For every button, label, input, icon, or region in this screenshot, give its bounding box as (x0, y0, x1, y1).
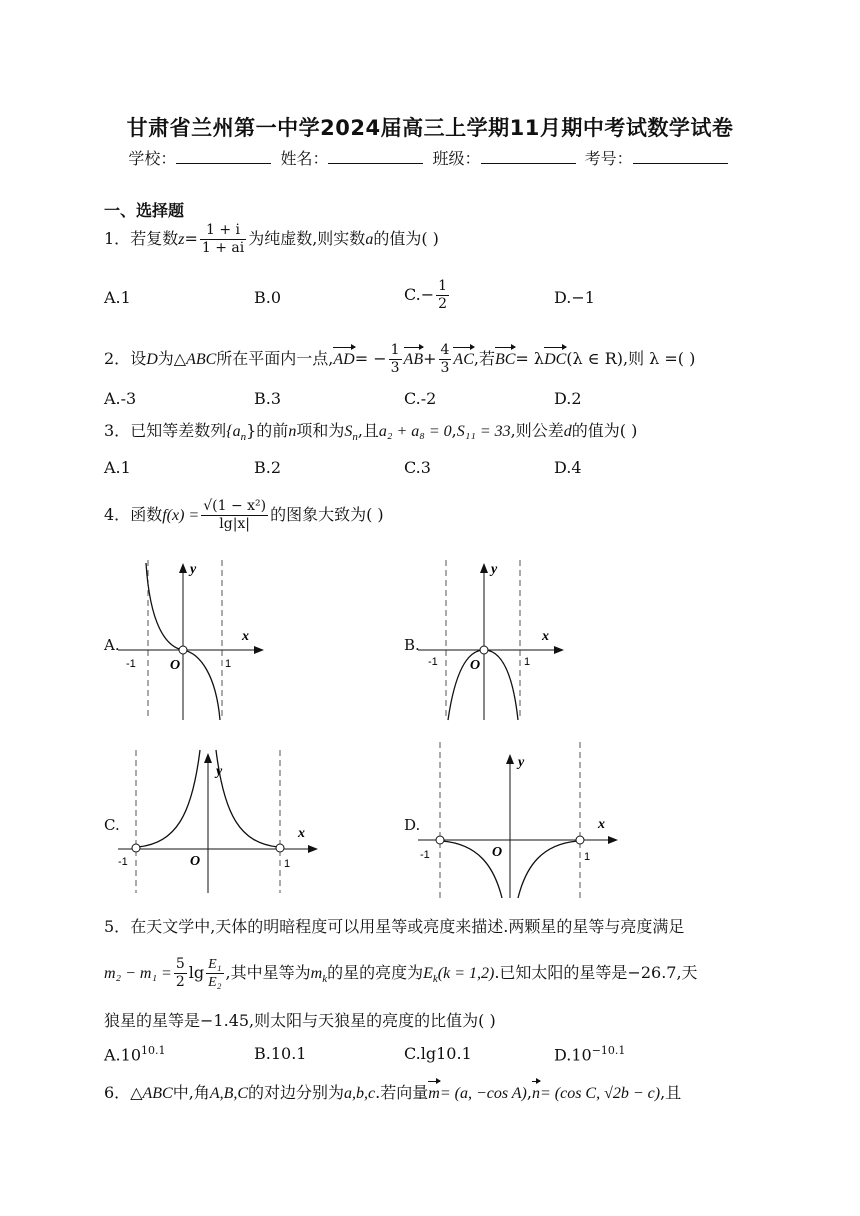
vector-dc: DC (544, 349, 566, 371)
student-info-row (0, 146, 860, 169)
q1-fraction: $\frac{1 + i}{1 + ai}$ (201, 222, 245, 256)
q4-graph-c[interactable] (118, 745, 328, 895)
class-blank[interactable] (481, 149, 576, 164)
vector-m: m (428, 1083, 440, 1105)
question-5-line-3: 狼星的星等是−1.45,则太阳与天狼星的亮度的比值为( ) (104, 1011, 496, 1030)
section-heading: 一、选择题 (104, 201, 185, 220)
svg-text:x: x (542, 629, 549, 644)
q2-option-a[interactable]: A.-3 (104, 389, 137, 408)
svg-text:1: 1 (225, 658, 232, 670)
q3-option-d[interactable]: D.4 (554, 458, 582, 477)
svg-text:O: O (170, 658, 181, 673)
q4-fraction: $\frac{\text{√(1 − x²)}}{\lg|x|}$ (203, 498, 267, 532)
q2-option-d[interactable]: D.2 (554, 389, 582, 408)
q3-option-b[interactable]: B.2 (254, 458, 282, 477)
q2-option-b[interactable]: B.3 (254, 389, 282, 408)
question-6: 6．△ABC中,角A,B,C的对边分别为a,b,c.若向量m= (a, −cos A),n= (cos C, √2b − c),且 (104, 1082, 681, 1105)
q1-option-b[interactable]: B.0 (254, 288, 282, 307)
vector-ac: AC (453, 349, 473, 371)
svg-text:-1: -1 (428, 656, 438, 668)
q5-option-c[interactable]: C.lg10.1 (404, 1044, 472, 1063)
exam-title: 甘肃省兰州第一中学2024届高三上学期11月期中考试数学试卷 (126, 116, 734, 140)
vector-bc: BC (495, 349, 515, 371)
q5-option-b[interactable]: B.10.1 (254, 1044, 307, 1063)
q3-option-a[interactable]: A.1 (104, 458, 131, 477)
svg-text:-1: -1 (126, 658, 136, 670)
svg-text:1: 1 (284, 858, 291, 870)
vector-ab: AB (404, 349, 424, 371)
exam-no-label: 考号： (584, 149, 633, 168)
q1-option-d[interactable]: D.−1 (554, 288, 595, 307)
school-blank[interactable] (176, 149, 271, 164)
vector-ad: AD (333, 349, 354, 371)
svg-text:-1: -1 (118, 856, 128, 868)
q1-option-c[interactable]: C.− $\frac{1}{2}$ (404, 278, 448, 312)
q4-option-d-label[interactable]: D. (404, 816, 421, 834)
svg-text:x: x (298, 826, 305, 841)
question-5-line-1: 5．在天文学中,天体的明暗程度可以用星等或亮度来描述.两颗星的星等与亮度满足 (104, 917, 685, 936)
vector-n: n (532, 1083, 540, 1105)
q4-option-c-label[interactable]: C. (104, 816, 120, 834)
question-1: 1．若复数z= $\frac{1 + i}{1 + ai}$ 为纯虚数,则实数a的值为( ) (104, 222, 439, 256)
svg-text:-1: -1 (420, 849, 430, 861)
class-label: 班级： (432, 149, 481, 168)
svg-text:y: y (216, 764, 223, 779)
q3-option-c[interactable]: C.3 (404, 458, 431, 477)
svg-text:O: O (470, 658, 481, 673)
svg-text:x: x (242, 629, 249, 644)
question-4: 4．函数f(x) = $\frac{\text{√(1 − x²)}}{\lg|x|}$ 的图象大致为( ) (104, 498, 384, 532)
question-5-line-2: m₂ − m₁ = $\frac{5}{2}$ lg $\frac{\text{E₁}}{\text{E₂}}$ ,其中星等为$m_k$的星的亮度为$E_k(k = 1,2)$.已知太阳的星等是−26.7,天 (104, 956, 698, 990)
q4-graph-a[interactable] (118, 555, 268, 725)
school-label: 学校： (128, 149, 177, 168)
svg-text:O: O (492, 845, 503, 860)
q4-option-a-label[interactable]: A. (104, 636, 120, 654)
name-blank[interactable] (328, 149, 423, 164)
question-3: 3．已知等差数列$\{a_n\}$的前n项和为$S_n$,且a₂ + a₈ = 0,S₁₁ = 33,则公差d的值为( ) (104, 421, 638, 444)
svg-text:1: 1 (584, 851, 591, 863)
q4-graph-d[interactable] (418, 740, 628, 900)
q5-option-d[interactable]: $D.10^{-10.1}$ (554, 1044, 626, 1065)
q2-option-c[interactable]: C.-2 (404, 389, 437, 408)
name-label: 姓名： (280, 149, 329, 168)
q5-option-a[interactable]: $A.10^{10.1}$ (104, 1044, 166, 1065)
svg-text:O: O (190, 854, 201, 869)
q1-option-a[interactable]: A.1 (104, 288, 131, 307)
exam-no-blank[interactable] (633, 149, 728, 164)
svg-text:y: y (190, 562, 197, 577)
svg-text:y: y (491, 562, 498, 577)
svg-text:1: 1 (524, 656, 531, 668)
q4-option-b-label[interactable]: B. (404, 636, 420, 654)
svg-text:x: x (598, 817, 605, 832)
svg-text:y: y (518, 755, 525, 770)
question-2: 2．设D为△ABC所在平面内一点,AD= − $\frac{1}{3}$ AB+ $\frac{4}{3}$ AC,若BC= λDC(λ ∈ R),则 λ =( ) (104, 342, 696, 376)
q4-graph-b[interactable] (418, 555, 568, 725)
